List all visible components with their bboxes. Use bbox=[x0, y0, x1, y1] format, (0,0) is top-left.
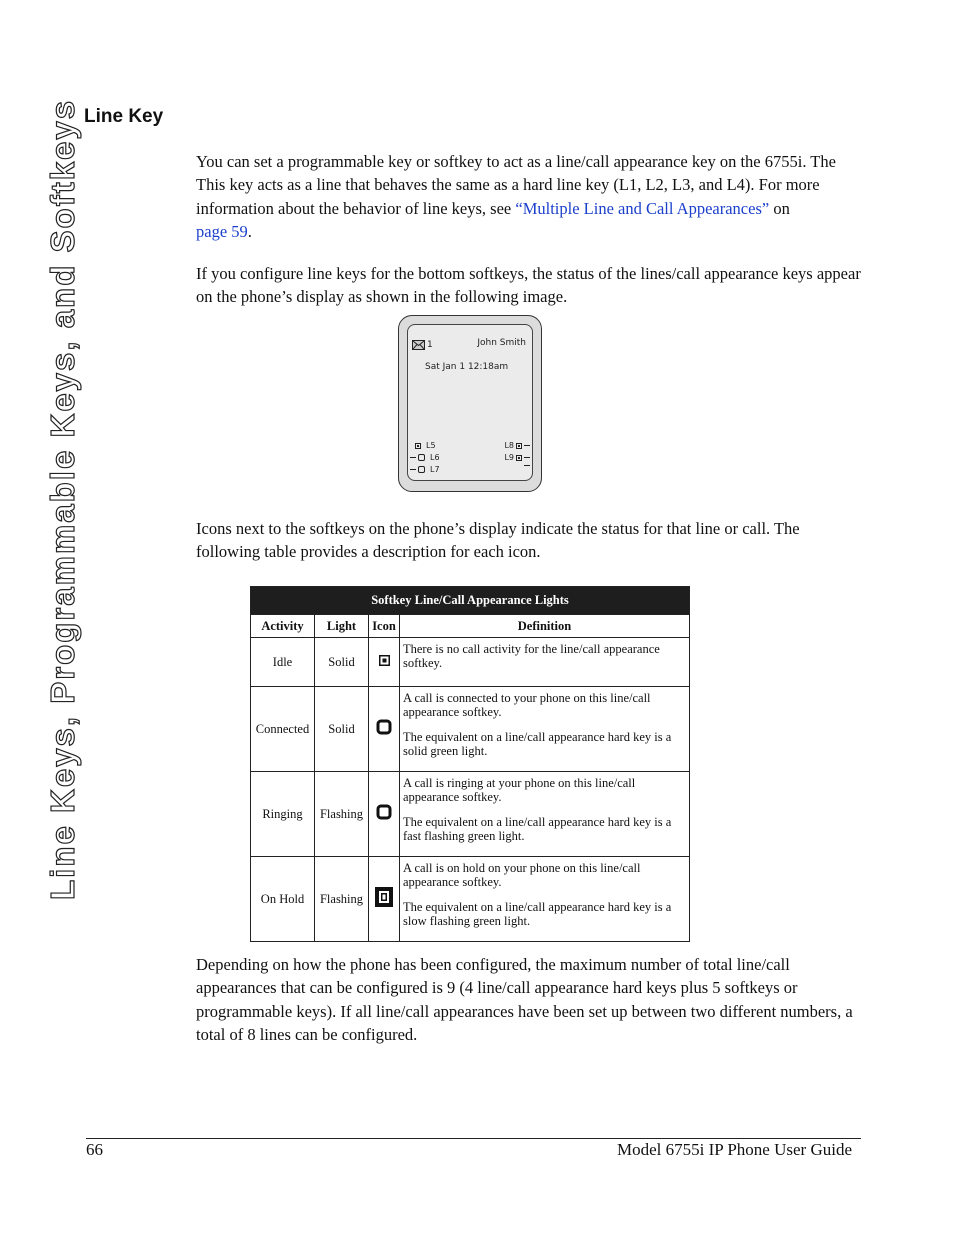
idle-square-icon bbox=[379, 655, 390, 670]
idle-mini-icon bbox=[516, 443, 522, 449]
definition-cell bbox=[400, 772, 690, 857]
definition-text: The equivalent on a line/call appearance hard key is a slow flashing green light. bbox=[403, 900, 672, 928]
activity-cell: Ringing bbox=[251, 772, 315, 857]
activity-cell: On Hold bbox=[251, 857, 315, 942]
intro-paragraph bbox=[196, 150, 861, 243]
ringing-ring-icon bbox=[376, 804, 392, 824]
intro-text-end: . bbox=[247, 221, 252, 241]
definition-text: There is no call activity for the line/call appearance softkey. bbox=[403, 642, 660, 670]
table-caption: Softkey Line/Call Appearance Lights bbox=[251, 587, 690, 615]
intro-text-middle: on bbox=[769, 198, 790, 218]
footer-divider bbox=[86, 1138, 861, 1139]
configuration-paragraph: Depending on how the phone has been configured, the maximum number of total line/call appearances that can be configured is 9 (4 line/call appearance hard keys plus 5 softkeys or programmable keys). If all line/call appearances have been set up between two different numbers, a total of 8 lines can be configured. bbox=[196, 955, 853, 1044]
line-label: L8 bbox=[504, 441, 514, 450]
icon-cell bbox=[369, 857, 400, 942]
message-count: 1 bbox=[427, 340, 433, 350]
activity-cell: Idle bbox=[251, 638, 315, 687]
definition-text: The equivalent on a line/call appearance hard key is a solid green light. bbox=[403, 730, 672, 758]
header-definition: Definition bbox=[400, 615, 690, 638]
idle-mini-icon bbox=[415, 443, 421, 449]
configure-paragraph: If you configure line keys for the bottom softkeys, the status of the lines/call appearance keys appear on the phone’s display as shown in the following image. bbox=[196, 264, 861, 307]
date-time: Sat Jan 1 12:18am bbox=[425, 362, 509, 372]
intro-text: You can set a programmable key or softkey to act as a line/call appearance key on the 6755i. The This key acts as a line that behaves the same as a hard line key (L1, L2, L3, and L4). For more information about the behavior of line keys, see bbox=[196, 152, 836, 218]
side-chapter-title: Line Keys, Programmable Keys, and Softkeys bbox=[44, 98, 81, 900]
softkey-line-l6 bbox=[410, 453, 440, 462]
idle-mini-icon bbox=[516, 455, 522, 461]
icon-cell bbox=[369, 772, 400, 857]
page-59-link[interactable]: page 59 bbox=[196, 221, 248, 241]
caller-name: John Smith bbox=[477, 338, 526, 348]
definition-text: A call is ringing at your phone on this line/call appearance softkey. bbox=[403, 776, 636, 804]
line-label: L7 bbox=[430, 465, 440, 474]
phone-display-illustration bbox=[398, 315, 542, 492]
line-label: L6 bbox=[430, 453, 440, 462]
table-row bbox=[251, 638, 690, 687]
softkey-line-l8 bbox=[504, 441, 530, 450]
light-cell: Solid bbox=[315, 638, 369, 687]
header-activity: Activity bbox=[251, 615, 315, 638]
table-row bbox=[251, 772, 690, 857]
light-cell: Solid bbox=[315, 687, 369, 772]
envelope-icon bbox=[412, 340, 425, 350]
connected-ring-icon bbox=[376, 719, 392, 739]
phone-screen bbox=[407, 324, 533, 481]
multiple-line-link[interactable]: “Multiple Line and Call Appearances” bbox=[515, 198, 770, 218]
hold-icon bbox=[374, 886, 394, 912]
icons-paragraph: Icons next to the softkeys on the phone’s display indicate the status for that line or call. The following table provides a description for each icon. bbox=[196, 519, 800, 562]
table-row bbox=[251, 687, 690, 772]
icon-cell bbox=[369, 687, 400, 772]
softkey-line-l9 bbox=[504, 453, 530, 462]
table-header-row bbox=[251, 615, 690, 638]
definition-cell bbox=[400, 638, 690, 687]
page-number: 66 bbox=[86, 1140, 103, 1159]
header-icon: Icon bbox=[369, 615, 400, 638]
header-light: Light bbox=[315, 615, 369, 638]
softkey-line-l5 bbox=[415, 441, 436, 450]
softkey-empty bbox=[524, 465, 530, 466]
definition-cell bbox=[400, 857, 690, 942]
section-heading: Line Key bbox=[84, 106, 164, 127]
softkey-lights-table bbox=[250, 586, 690, 942]
connected-mini-icon bbox=[418, 466, 425, 473]
softkey-line-l7 bbox=[410, 465, 440, 474]
guide-title: Model 6755i IP Phone User Guide bbox=[617, 1140, 852, 1159]
definition-cell bbox=[400, 687, 690, 772]
definition-text: A call is on hold on your phone on this line/call appearance softkey. bbox=[403, 861, 641, 889]
line-label: L5 bbox=[426, 441, 436, 450]
connected-mini-icon bbox=[418, 454, 425, 461]
light-cell: Flashing bbox=[315, 772, 369, 857]
line-label: L9 bbox=[504, 453, 514, 462]
definition-text: A call is connected to your phone on this line/call appearance softkey. bbox=[403, 691, 651, 719]
definition-text: The equivalent on a line/call appearance hard key is a fast flashing green light. bbox=[403, 815, 672, 843]
light-cell: Flashing bbox=[315, 857, 369, 942]
table-row bbox=[251, 857, 690, 942]
icon-cell bbox=[369, 638, 400, 687]
activity-cell: Connected bbox=[251, 687, 315, 772]
